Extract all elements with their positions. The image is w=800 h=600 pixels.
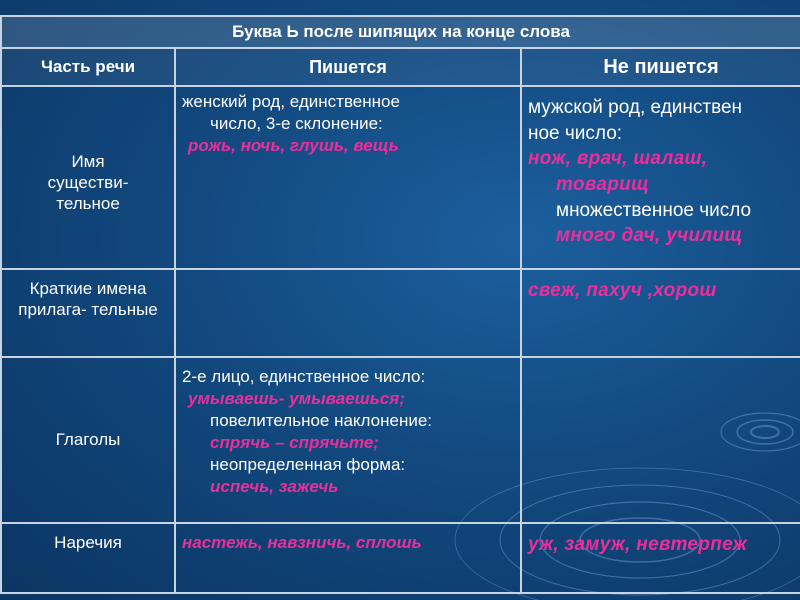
noun-not-rule-3: множественное число — [556, 199, 752, 221]
adverb-not-examples: уж, замуж, невтерпеж — [528, 534, 748, 555]
spelling-rules-table — [0, 15, 800, 594]
noun-not-written-cell — [521, 86, 800, 269]
part-short-adjective-label: Краткие имена прилага- тельные — [18, 279, 158, 320]
verb-rule-3: неопределенная форма: — [210, 455, 406, 475]
noun-not-examples-1: нож, врач, шалаш, — [528, 148, 708, 170]
table-title: Буква Ь после шипящих на конце слова — [1, 16, 800, 48]
part-adverb — [1, 523, 175, 593]
noun-written-rule-1: женский род, единственное — [182, 92, 400, 111]
header-not-written: Не пишется — [521, 48, 800, 86]
verb-not-written-cell — [521, 357, 800, 523]
part-noun-label: Имя существи- тельное — [47, 151, 129, 214]
part-short-adjective — [1, 269, 175, 357]
noun-written-cell — [175, 86, 521, 269]
adverb-not-written-cell — [521, 523, 800, 593]
noun-written-rule-2: число, 3-е склонение: — [210, 114, 383, 134]
part-adverb-label: Наречия — [54, 533, 122, 552]
part-verb — [1, 357, 175, 523]
verb-rule-2: повелительное наклонение: — [210, 411, 433, 431]
adverb-written-cell — [175, 523, 521, 593]
verb-example-1: умываешь- умываешься; — [188, 389, 405, 409]
noun-not-rule-1: мужской род, единствен — [528, 97, 743, 118]
adverb-written-examples: настежь, навзничь, сплошь — [182, 533, 422, 552]
verb-rule-1: 2-е лицо, единственное число: — [182, 367, 426, 386]
verb-example-3: испечь, зажечь — [210, 477, 339, 497]
verb-example-2: спрячь – спрячьте; — [210, 433, 379, 453]
verb-written-cell — [175, 357, 521, 523]
part-noun — [1, 86, 175, 269]
short-adj-not-written-cell — [521, 269, 800, 357]
header-written: Пишется — [175, 48, 521, 86]
short-adj-written-cell — [175, 269, 521, 357]
part-verb-label: Глаголы — [55, 430, 121, 450]
header-part-of-speech: Часть речи — [1, 48, 175, 86]
noun-written-examples: рожь, ночь, глушь, вещь — [188, 136, 399, 156]
noun-not-examples-3: много дач, училищ — [556, 225, 743, 247]
noun-not-examples-2: товарищ — [556, 173, 650, 195]
short-adj-not-examples: свеж, пахуч ,хорош — [528, 280, 717, 301]
noun-not-rule-2: ное число: — [528, 122, 623, 144]
